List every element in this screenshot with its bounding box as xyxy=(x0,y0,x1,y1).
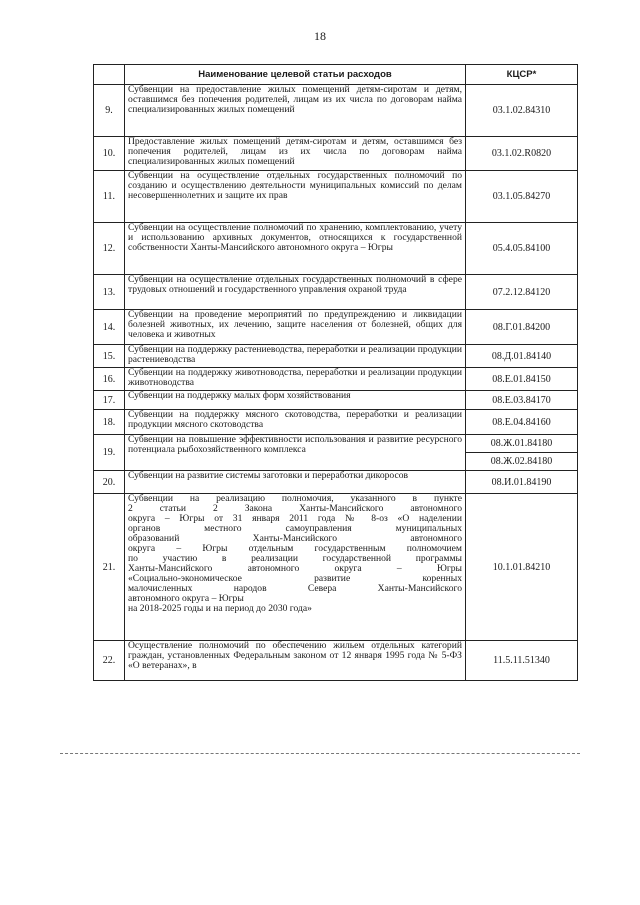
row-code: 07.2.12.84120 xyxy=(466,275,578,310)
row-name: Субвенции на развитие системы заготовки и переработки дикоросов xyxy=(125,471,466,494)
row-name-line: органов местного самоуправления муниципальных xyxy=(128,523,462,534)
row-number: 19. xyxy=(94,435,125,471)
row-name-line: 2 статьи 2 Закона Ханты-Мансийского автономного xyxy=(128,503,462,514)
row-name: Субвенции на поддержку растениеводства, переработки и реализации продукции растениеводства xyxy=(125,345,466,368)
row-code: 05.4.05.84100 xyxy=(466,223,578,275)
table-row xyxy=(94,171,578,223)
row-name: Субвенции на поддержку малых форм хозяйствования xyxy=(125,391,466,410)
row-number: 13. xyxy=(94,275,125,310)
table-row xyxy=(94,137,578,171)
row-number: 20. xyxy=(94,471,125,494)
row-code xyxy=(466,435,578,471)
table-row xyxy=(94,494,578,641)
table-row xyxy=(94,471,578,494)
row-name: Предоставление жилых помещений детям-сиротам и детям, оставшимся без попечения родителей, лицам из их числа по договорам найма специализированных жилых помещений xyxy=(125,137,466,171)
table-row xyxy=(94,641,578,681)
row-number: 22. xyxy=(94,641,125,681)
row-name: Субвенции на проведение мероприятий по предупреждению и ликвидации болезней животных, их лечению, защите населения от болезней, общих для человека и животных xyxy=(125,310,466,345)
row-name: Субвенции на осуществление отдельных государственных полномочий в сфере трудовых отношений и государственного управления охраной труда xyxy=(125,275,466,310)
row-code: 03.1.02.84310 xyxy=(466,85,578,137)
row-name-line: округа – Югры отдельным государственным полномочием xyxy=(128,543,462,554)
row-name-line: образований Ханты-Мансийского автономного xyxy=(128,533,462,544)
row-number: 12. xyxy=(94,223,125,275)
table-row xyxy=(94,435,578,471)
row-name: Субвенции на поддержку мясного скотоводства, переработки и реализации продукции мясного скотоводства xyxy=(125,410,466,435)
row-code: 10.1.01.84210 xyxy=(466,494,578,641)
row-name-line: «Социально-экономическое развитие коренных xyxy=(128,573,462,584)
table-row xyxy=(94,345,578,368)
row-code-part: 08.Ж.01.84180 xyxy=(490,438,553,449)
row-name: Субвенции на осуществление отдельных государственных полномочий по созданию и осуществлению деятельности муниципальных комиссий по делам несовершеннолетних и защите их прав xyxy=(125,171,466,223)
row-code: 08.И.01.84190 xyxy=(466,471,578,494)
budget-table xyxy=(93,64,578,681)
table-row xyxy=(94,310,578,345)
row-name-line: округа – Югры от 31 января 2011 года № 8-оз «О наделении xyxy=(128,513,462,524)
row-name: Субвенции на осуществление полномочий по хранению, комплектованию, учету и использованию архивных документов, относящихся к государственной собственности Ханты-Мансийского автономного округа – Югры xyxy=(125,223,466,275)
row-number: 17. xyxy=(94,391,125,410)
row-name-line: Субвенции на реализацию полномочия, указанного в пункте xyxy=(128,493,462,504)
row-name: Субвенции на предоставление жилых помещений детям-сиротам и детям, оставшимся без попечения родителей, лицам из их числа по договорам найма специализированных жилых помещений xyxy=(125,85,466,137)
header-name: Наименование целевой статьи расходов xyxy=(125,65,466,85)
table-row xyxy=(94,391,578,410)
row-code: 08.Е.01.84150 xyxy=(466,368,578,391)
page-number: 18 xyxy=(314,29,326,43)
header-num xyxy=(94,65,125,85)
row-number: 10. xyxy=(94,137,125,171)
row-name-line: автономного округа – Югры xyxy=(128,593,244,604)
row-name: Субвенции на поддержку животноводства, переработки и реализации продукции животноводства xyxy=(125,368,466,391)
row-name-line: малочисленных народов Севера Ханты-Мансийского xyxy=(128,583,462,594)
row-number: 15. xyxy=(94,345,125,368)
row-code: 11.5.11.51340 xyxy=(466,641,578,681)
row-name: Осуществление полномочий по обеспечению жильем отдельных категорий граждан, установленных Федеральным законом от 12 января 1995 года № 5-ФЗ «О ветеранах», в xyxy=(125,641,466,681)
row-name-line: по участию в реализации государственной программы xyxy=(128,553,462,564)
row-number: 14. xyxy=(94,310,125,345)
header-code: КЦСР* xyxy=(466,65,578,85)
row-code: 08.Е.03.84170 xyxy=(466,391,578,410)
row-number: 9. xyxy=(94,85,125,137)
table-row xyxy=(94,85,578,137)
row-number: 11. xyxy=(94,171,125,223)
row-code-part: 08.Ж.02.84180 xyxy=(466,452,577,470)
row-code: 03.1.05.84270 xyxy=(466,171,578,223)
footer-divider xyxy=(60,753,580,754)
row-code: 08.Д.01.84140 xyxy=(466,345,578,368)
table-row xyxy=(94,368,578,391)
table-row xyxy=(94,410,578,435)
row-number: 21. xyxy=(94,494,125,641)
row-number: 18. xyxy=(94,410,125,435)
row-name xyxy=(125,494,466,641)
row-name-line: Ханты-Мансийского автономного округа – Югры xyxy=(128,563,462,574)
table-row xyxy=(94,223,578,275)
row-code: 08.Г.01.84200 xyxy=(466,310,578,345)
row-code: 08.Е.04.84160 xyxy=(466,410,578,435)
row-name: Субвенции на повышение эффективности использования и развитие ресурсного потенциала рыбохозяйственного комплекса xyxy=(125,435,466,471)
table-header-row xyxy=(94,65,578,85)
row-name-line: на 2018-2025 годы и на период до 2030 года» xyxy=(128,603,312,614)
row-code: 03.1.02.R0820 xyxy=(466,137,578,171)
row-number: 16. xyxy=(94,368,125,391)
table-row xyxy=(94,275,578,310)
